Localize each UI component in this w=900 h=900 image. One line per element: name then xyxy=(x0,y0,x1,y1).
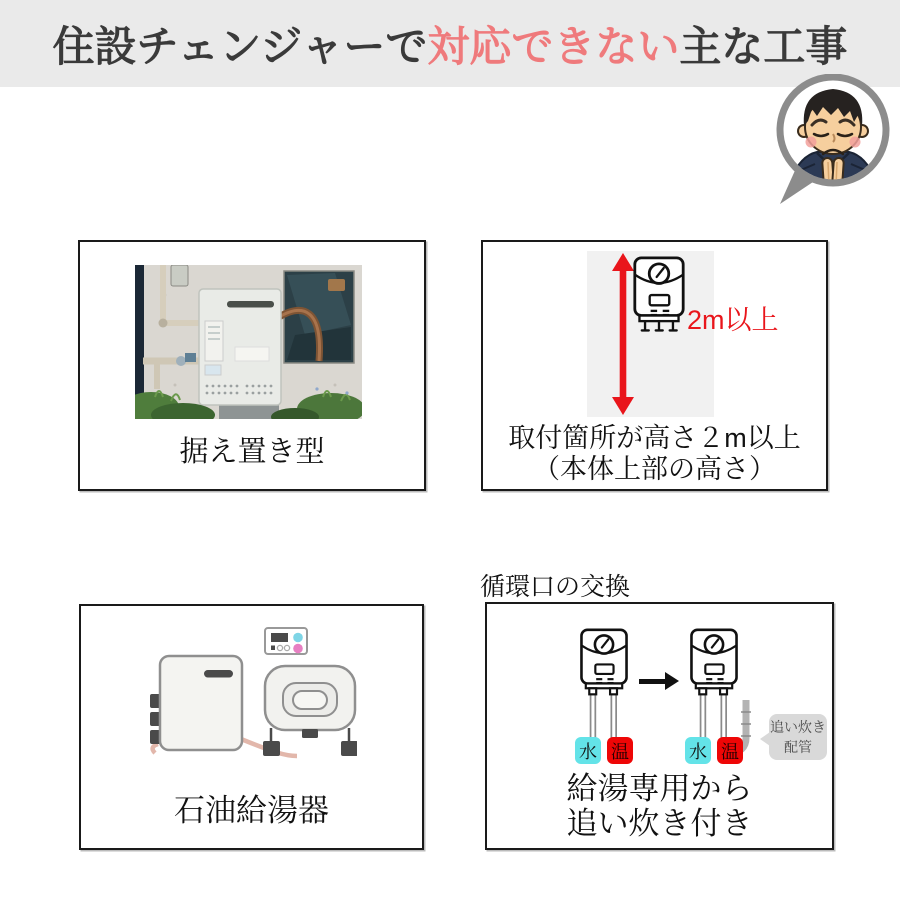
water-heater-icon xyxy=(631,256,687,336)
card-height-2m xyxy=(481,240,828,491)
water-badge: 水 xyxy=(685,737,711,764)
height-caption-line2: （本体上部の高さ） xyxy=(533,454,776,484)
reheating-pipe-note xyxy=(769,714,827,760)
water-heater-with-reheating-icon xyxy=(688,628,740,739)
worried-man-avatar-icon xyxy=(771,74,895,210)
card-oil-heater xyxy=(79,604,424,850)
oil-heater-caption: 石油給湯器 xyxy=(174,793,329,828)
hot-badge: 温 xyxy=(607,737,633,764)
circulation-port-label: 循環口の交換 xyxy=(480,573,631,601)
oil-heater-illustration xyxy=(145,620,357,768)
water-badge: 水 xyxy=(575,737,601,764)
title-banner xyxy=(0,0,900,87)
note-line2: 配管 xyxy=(784,739,812,755)
title-part-3: 主な工事 xyxy=(679,22,848,70)
transform-arrow-icon xyxy=(639,672,679,690)
title-part-accent: 対応できない xyxy=(427,22,680,70)
title-part-1: 住設チェンジャーで xyxy=(52,22,428,70)
circulation-caption-line1: 給湯専用から xyxy=(566,771,753,806)
water-heater-supply-only-icon xyxy=(578,628,630,739)
standing-type-caption: 据え置き型 xyxy=(179,436,325,468)
card-circulation-port xyxy=(485,602,834,850)
card-standing-type xyxy=(78,240,426,491)
hot-badge: 温 xyxy=(717,737,743,764)
note-line1: 追い炊き xyxy=(770,718,826,735)
circulation-caption-line2: 追い炊き付き xyxy=(566,806,753,841)
height-caption-line1: 取付箇所が高さ２m以上 xyxy=(508,423,801,453)
page-title xyxy=(53,14,848,74)
height-annotation: 2m以上 xyxy=(687,305,779,335)
standing-heater-photo xyxy=(135,265,362,419)
